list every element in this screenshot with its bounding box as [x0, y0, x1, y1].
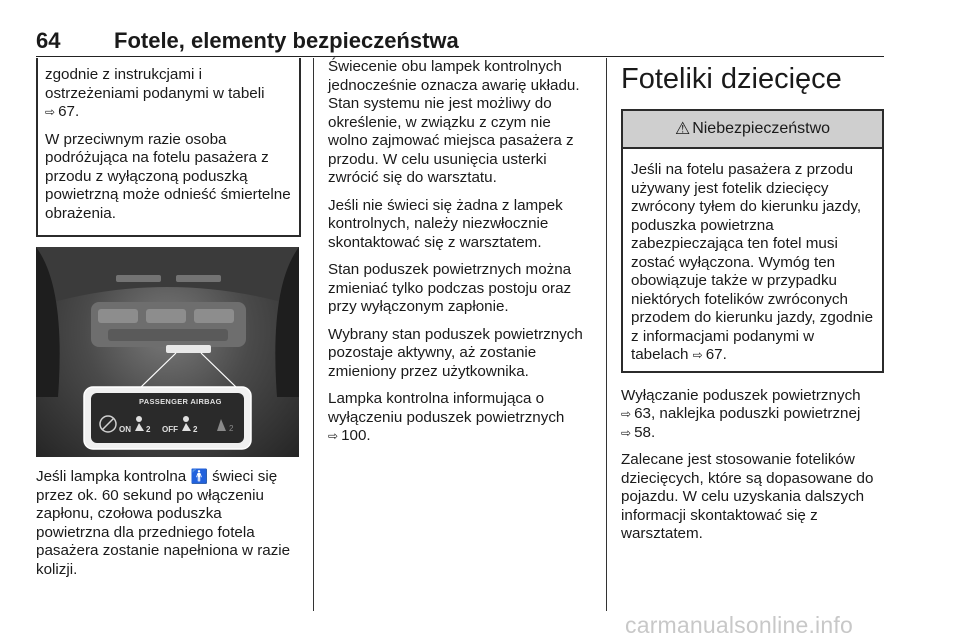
warning-box-continued [36, 58, 301, 237]
danger-box [621, 109, 884, 373]
paragraph: Jeśli nie świeci się żadna z lampek kontrolnych, należy niezwłocznie skontaktować się z warsztatem. [328, 196, 563, 251]
seat-number-off: 2 [193, 425, 198, 434]
on-label: ON [119, 425, 131, 434]
cross-reference[interactable]: ⇨ 100. [328, 427, 371, 444]
paragraph: Lampka kontrolna informująca o wyłączeniu poduszek powietrznych ⇨ 100. [328, 390, 590, 446]
panel-label: PASSENGER AIRBAG [139, 397, 222, 406]
column-left [36, 58, 299, 588]
figure-description: Jeśli lampka kontrolna 🚹 świeci się przez ok. 60 sekund po włączeniu zapłonu, czołowa poduszka powietrzna dla przedniego fotela pasażera zostanie napełniona w razie kolizji. [36, 468, 291, 578]
paragraph: Wybrany stan poduszek powietrznych pozostaje aktywny, aż zostanie zmieniony przez użytkownika. [328, 325, 583, 380]
page-number: 64 [36, 28, 61, 53]
chapter-title: Fotele, elementy bezpieczeństwa [114, 28, 459, 53]
paragraph: Zalecane jest stosowanie fotelików dziecięcych, które są dopasowane do pojazdu. W celu uzyskania dalszych informacji skontaktować się z warsztatem. [621, 451, 874, 542]
section-heading: Foteliki dziecięce [621, 63, 842, 95]
column-divider-2 [606, 58, 607, 611]
seat-number-dim: 2 [229, 424, 234, 433]
cross-reference[interactable]: ⇨ 58. [621, 424, 655, 441]
danger-text: Jeśli na fotelu pasażera z przodu używany jest fotelik dziecięcy zwrócony tyłem do kierunku jazdy, poduszka powietrzna zabezpieczająca ten fotel musi zostać wyłączona. Wymóg ten obowiązuje także w przypadku niektórych fotelików zwróconych przodem do kierunku jazdy, zgodnie z informacjami podanymi w tabelach ⇨ 67. [631, 161, 874, 365]
column-divider-1 [313, 58, 314, 611]
watermark: carmanualsonline.info [625, 612, 853, 638]
body-text [621, 387, 884, 544]
warning-paragraph: zgodnie z instrukcjami i ostrzeżeniami podanymi w tabeli ⇨ 67. [45, 66, 291, 122]
column-right [621, 58, 884, 553]
airbag-on-icon: 🚹 [190, 468, 208, 484]
danger-body [623, 149, 882, 365]
seat-number-on: 2 [146, 425, 151, 434]
cross-reference[interactable]: ⇨ 63, naklejka poduszki powietrznej [621, 405, 860, 422]
off-label: OFF [162, 425, 178, 434]
warning-paragraph: W przeciwnym razie osoba podróżująca na fotelu pasażera z przodu z wyłączoną poduszką powietrzną może odnieść śmiertelne obrażenia. [45, 130, 291, 222]
danger-title: Niebezpieczeństwo [692, 120, 831, 137]
warning-triangle-icon: ⚠ [674, 119, 691, 138]
column-middle [328, 58, 590, 455]
paragraph: Stan poduszek powietrznych można zmieniać tylko podczas postoju oraz przy wyłączonym zapłonie. [328, 261, 572, 315]
paragraph: Świecenie obu lampek kontrolnych jednocześnie oznacza awarię układu. Stan systemu nie jest możliwy do określenie, w związku z czym nie wolno zajmować miejsca pasażera z przodu. W celu usunięcia usterki zwrócić się do warsztatu. [328, 58, 580, 186]
cross-reference[interactable]: ⇨ 67. [45, 103, 79, 120]
page-header [36, 26, 884, 57]
cross-reference[interactable]: ⇨ 67. [693, 346, 727, 363]
airbag-indicator-figure [36, 247, 299, 457]
danger-header [623, 111, 882, 149]
paragraph: Wyłączanie poduszek powietrznych ⇨ 63, naklejka poduszki powietrznej ⇨ 58. [621, 387, 884, 443]
